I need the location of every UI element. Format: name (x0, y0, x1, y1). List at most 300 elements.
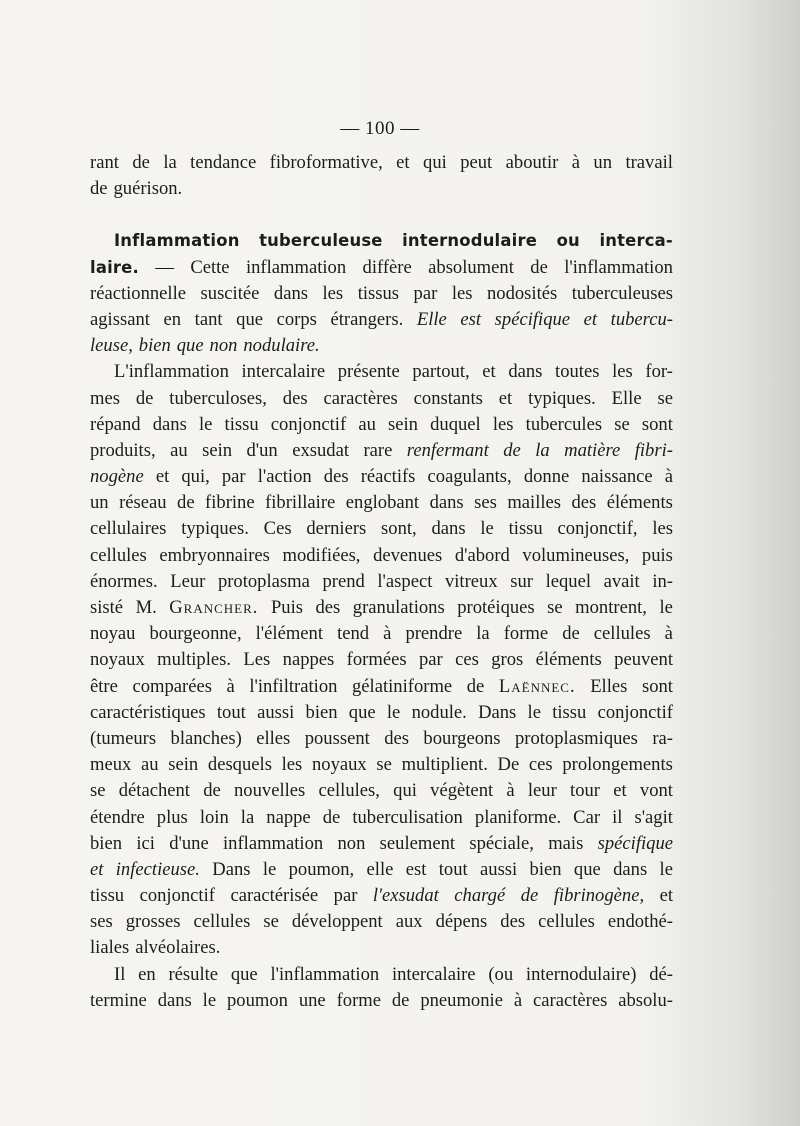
word: éléments (606, 492, 673, 514)
word: spécifique (597, 832, 673, 854)
word: inflammation (223, 832, 324, 854)
word: des (500, 911, 526, 933)
word: le (659, 858, 673, 880)
word: protoplasmiques (514, 727, 638, 749)
word: ra- (652, 727, 673, 749)
word: tendance (190, 152, 257, 173)
word: loin (199, 806, 229, 828)
word: qui (393, 780, 417, 802)
word: les (281, 754, 303, 776)
word: nogène (90, 466, 144, 488)
word: avait (603, 570, 640, 592)
word: bien (138, 335, 171, 357)
word: de (322, 806, 341, 828)
paragraph-gap (90, 202, 673, 228)
word: lequel (545, 570, 591, 592)
word: tuberculisation (352, 806, 463, 828)
word: laire. (90, 257, 139, 277)
word: de (391, 989, 410, 1011)
word: Inflammation (114, 231, 240, 251)
word: internodulaire) (525, 963, 637, 985)
word: tend (337, 623, 370, 645)
word: végètent (430, 780, 494, 802)
word: multiples. (157, 649, 231, 671)
word: forme (503, 623, 549, 645)
word: qui, (181, 466, 210, 488)
word: ou (556, 231, 580, 251)
word: le (527, 701, 541, 723)
word: étendre (90, 806, 145, 828)
word: Dans (478, 701, 517, 723)
word: tour (570, 780, 600, 802)
word: de (90, 178, 108, 200)
word: la (240, 806, 255, 828)
word: l'aspect (377, 570, 433, 592)
word: le (480, 518, 494, 540)
word: le (198, 413, 213, 435)
word: blanches) (170, 727, 242, 749)
word: d'abord (454, 544, 510, 566)
text-line (90, 988, 673, 1014)
word: Elle (611, 387, 642, 409)
word: intercalaire (241, 361, 326, 383)
word: des (384, 727, 409, 749)
word: tuberculoses, (169, 387, 267, 409)
word: à (571, 152, 580, 173)
word: tuberculeuse (259, 231, 383, 251)
word: noyaux (311, 754, 367, 776)
word: réactifs (360, 466, 416, 488)
word: tubercules (525, 413, 603, 435)
word: ses (90, 911, 113, 933)
word: exsudat (292, 439, 349, 461)
word: à (664, 466, 673, 488)
word: elle (366, 858, 394, 880)
word: leur (527, 780, 557, 802)
word: de (203, 780, 221, 802)
word: partout, (412, 361, 470, 383)
word: Dans (212, 858, 251, 880)
word: termine (90, 989, 147, 1011)
word: tissus (357, 282, 400, 304)
word: caractères (323, 387, 398, 409)
word: plus (156, 806, 188, 828)
word: cellules (193, 911, 251, 933)
word: mes (90, 387, 120, 409)
text-line (90, 857, 673, 883)
word: agissant (90, 308, 150, 330)
word: et (155, 466, 170, 488)
word: les (322, 282, 344, 304)
word: Cette (190, 256, 230, 278)
word: spécifique (494, 308, 571, 330)
word: étrangers. (330, 308, 404, 330)
word: constants (413, 387, 483, 409)
word: englobant (345, 492, 420, 514)
word: peut (460, 152, 493, 173)
word: dans (152, 413, 187, 435)
body-text (90, 150, 673, 1014)
word: réactionnelle (90, 282, 187, 304)
word: répand (90, 413, 141, 435)
word: aboutir (505, 152, 559, 173)
word: que (348, 701, 376, 723)
word: éléments (535, 649, 602, 671)
word: sein (388, 413, 418, 435)
word: duquel (430, 413, 481, 435)
word: que (573, 858, 601, 880)
word: se (547, 597, 563, 618)
word: absolu- (618, 989, 673, 1011)
word: caractérisée (230, 885, 319, 907)
word: bourgeons (423, 727, 501, 749)
word: que (236, 308, 263, 330)
word: desquels (207, 754, 272, 776)
word: formées (346, 649, 407, 671)
word: l'inflammation (270, 963, 380, 985)
word: Elle (416, 308, 447, 330)
text-line (90, 176, 673, 202)
word: meux (90, 754, 132, 776)
text-line (90, 412, 673, 438)
word: tout (438, 858, 468, 880)
word: prolongements (562, 754, 673, 776)
word: et (659, 885, 673, 907)
word: l'inflammation (564, 256, 673, 278)
word: dans (613, 858, 648, 880)
word: modifiées, (282, 544, 361, 566)
word: comparées (132, 675, 212, 697)
word: détachent (118, 780, 190, 802)
word: chargé (454, 885, 506, 907)
word: au (358, 413, 376, 435)
word: et (482, 361, 496, 383)
word: aussi (480, 858, 518, 880)
word: volumineuses, (522, 544, 630, 566)
word: bourgeonne, (149, 623, 242, 645)
word: intercalaire (391, 963, 476, 985)
text-line (90, 281, 673, 307)
word: granulations (352, 597, 445, 618)
word: et (583, 308, 598, 330)
word: les (451, 282, 473, 304)
word: (tumeurs (90, 727, 157, 749)
word: tissu (224, 413, 259, 435)
word: cellulaires (90, 518, 167, 540)
page-number: — 100 — (340, 118, 420, 139)
word: multiplient. (401, 754, 488, 776)
word: de (503, 439, 521, 461)
word: noyau (90, 623, 136, 645)
word: le (262, 858, 277, 880)
word: conjonctif (597, 701, 673, 723)
word: de (466, 675, 485, 697)
word: planiforme. (474, 806, 562, 828)
word: se (614, 413, 630, 435)
word: par (333, 885, 358, 907)
word: alvéolaires. (135, 937, 221, 959)
word: noyaux (90, 649, 145, 671)
word: de (177, 492, 195, 514)
text-line (90, 150, 673, 176)
word: dans (431, 518, 466, 540)
word: cellules (593, 623, 651, 645)
word: sont (641, 675, 673, 697)
word: produits, (90, 439, 156, 461)
word: et (90, 858, 104, 880)
word: liales (90, 937, 130, 959)
word: spéciale, (469, 832, 534, 854)
word: dépens (435, 911, 488, 933)
word: diffère (362, 256, 412, 278)
word: protéiques (457, 597, 535, 618)
word: caractères (533, 989, 608, 1011)
word: l'élément (255, 623, 324, 645)
word: bien (305, 701, 338, 723)
word: il (612, 806, 623, 828)
word: prendre (405, 623, 463, 645)
word: Puis (270, 597, 303, 618)
word: que (176, 335, 204, 357)
text-line (90, 700, 673, 726)
word: l'infiltration (249, 675, 338, 697)
text-line (90, 778, 673, 804)
word: absolument (428, 256, 514, 278)
text-line (90, 935, 673, 961)
text-line (90, 831, 673, 857)
word: Car (573, 806, 601, 828)
word: un (90, 492, 109, 514)
word: sisté (90, 597, 124, 618)
text-line (90, 595, 673, 621)
word: poumon (226, 989, 288, 1011)
word: nodule. (411, 701, 467, 723)
word: au (170, 439, 188, 461)
word: dans (157, 989, 192, 1011)
word: le (659, 597, 673, 618)
word: L'inflammation (114, 361, 229, 383)
word: suscitée (200, 282, 260, 304)
word: tant (194, 308, 223, 330)
word: poumon, (288, 858, 355, 880)
word: ces (528, 754, 553, 776)
word: peuvent (614, 649, 673, 671)
word: la (535, 439, 550, 461)
word: conjonctif (270, 413, 347, 435)
word: sein (168, 754, 199, 776)
word: vitreux (444, 570, 498, 592)
word: présente (337, 361, 400, 383)
word: rant (90, 152, 119, 173)
word: résulte (168, 963, 219, 985)
word: renfermant (406, 439, 489, 461)
word: De (497, 754, 520, 776)
word: de (135, 387, 154, 409)
word: en (163, 308, 182, 330)
word: à (506, 780, 515, 802)
word: et (498, 387, 513, 409)
word: des (282, 387, 308, 409)
word: grosses (125, 911, 181, 933)
word: non (337, 832, 366, 854)
word: aussi (257, 701, 295, 723)
word: par (221, 466, 246, 488)
word: dé- (649, 963, 673, 985)
word: s'agit (634, 806, 673, 828)
word: dans (273, 282, 308, 304)
word: sont (641, 413, 673, 435)
word: ici (136, 832, 155, 854)
word: se (90, 780, 106, 802)
word: forme (336, 989, 381, 1011)
word: devenues (373, 544, 443, 566)
word: par (413, 282, 438, 304)
text-line (90, 962, 673, 988)
word: Grancher. (169, 597, 259, 618)
word: internodulaire (402, 231, 538, 251)
word: — (155, 256, 174, 278)
word: derniers (306, 518, 367, 540)
word: mailles (507, 492, 562, 514)
word: travail (625, 152, 673, 173)
word: une (298, 989, 326, 1011)
word: à (513, 989, 523, 1011)
word: in- (652, 570, 673, 592)
word: qui (423, 152, 447, 173)
word: sein (202, 439, 233, 461)
text-line (90, 805, 673, 831)
word: sont, (381, 518, 417, 540)
text-line (90, 490, 673, 516)
word: conjonctif (139, 885, 215, 907)
word: au (141, 754, 159, 776)
word: gélatiniforme (352, 675, 453, 697)
word: aux (395, 911, 423, 933)
word: fibrine (205, 492, 255, 514)
text-line (90, 883, 673, 909)
text-line (90, 909, 673, 935)
word: la (476, 623, 490, 645)
word: caractéristiques (90, 701, 206, 723)
word: le (202, 989, 217, 1011)
text-line (90, 386, 673, 412)
text-line (90, 438, 673, 464)
word: gros (491, 649, 524, 671)
word: tout (216, 701, 246, 723)
word: leuse, (90, 335, 133, 357)
word: nodosités (486, 282, 558, 304)
word: mais (548, 832, 584, 854)
word: interca- (599, 231, 673, 251)
word: la (163, 152, 177, 173)
word: cellules, (318, 780, 380, 802)
word: est (405, 858, 427, 880)
word: pneumonie (420, 989, 503, 1011)
word: être (90, 675, 118, 697)
word: inflammation (245, 256, 347, 278)
word: bien (529, 858, 562, 880)
word: énormes. (90, 570, 158, 592)
word: de (520, 885, 539, 907)
text-line (90, 307, 673, 333)
word: un (593, 152, 613, 173)
word: nodulaire. (243, 335, 320, 357)
word: non (209, 335, 238, 357)
word: les (652, 518, 673, 540)
word: des (315, 597, 341, 618)
word: montrent, (575, 597, 647, 618)
word: Il (114, 963, 126, 985)
word: sur (510, 570, 533, 592)
word: des (323, 466, 349, 488)
text-line (90, 359, 673, 385)
word: à (664, 623, 673, 645)
word: Elles (590, 675, 628, 697)
word: et (613, 780, 627, 802)
word: l'exsudat (372, 885, 439, 907)
word: tissu (508, 518, 543, 540)
word: M. (135, 597, 157, 618)
word: Laënnec. (498, 675, 576, 697)
word: des (571, 492, 597, 514)
word: endothé- (607, 911, 673, 933)
word: le (386, 701, 401, 723)
word: dans (429, 492, 464, 514)
word: fibrinogène, (553, 885, 645, 907)
word: for- (645, 361, 673, 383)
word: rare (363, 439, 393, 461)
word: tuberculeuses (571, 282, 673, 304)
word: est (460, 308, 482, 330)
word: embryonnaires (159, 544, 270, 566)
word: infectieuse. (115, 858, 200, 880)
word: vont (639, 780, 673, 802)
word: que (230, 963, 258, 985)
word: cellules (538, 911, 595, 933)
text-line (90, 333, 673, 359)
word: fibri- (634, 439, 673, 461)
word: Leur (170, 570, 206, 592)
word: tissu (552, 701, 587, 723)
word: tubercu- (610, 308, 673, 330)
word: protoplasma (217, 570, 310, 592)
word: fibroformative, (269, 152, 383, 173)
word: de (530, 256, 548, 278)
word: puis (641, 544, 673, 566)
word: ces (455, 649, 479, 671)
word: développent (291, 911, 383, 933)
word: nappe (266, 806, 311, 828)
word: cellules (90, 544, 147, 566)
word: dans (508, 361, 543, 383)
word: naissance (581, 466, 653, 488)
text-line (90, 543, 673, 569)
word: les (612, 361, 633, 383)
word: se (263, 911, 279, 933)
word: poussent (304, 727, 370, 749)
text-line (90, 674, 673, 700)
word: ses (474, 492, 497, 514)
word: toutes (555, 361, 600, 383)
word: se (657, 387, 673, 409)
word: seulement (379, 832, 456, 854)
word: l'action (257, 466, 312, 488)
word: coagulants, (427, 466, 512, 488)
word: d'une (169, 832, 209, 854)
text-line (90, 621, 673, 647)
text-line (90, 726, 673, 752)
text-line (90, 255, 673, 281)
